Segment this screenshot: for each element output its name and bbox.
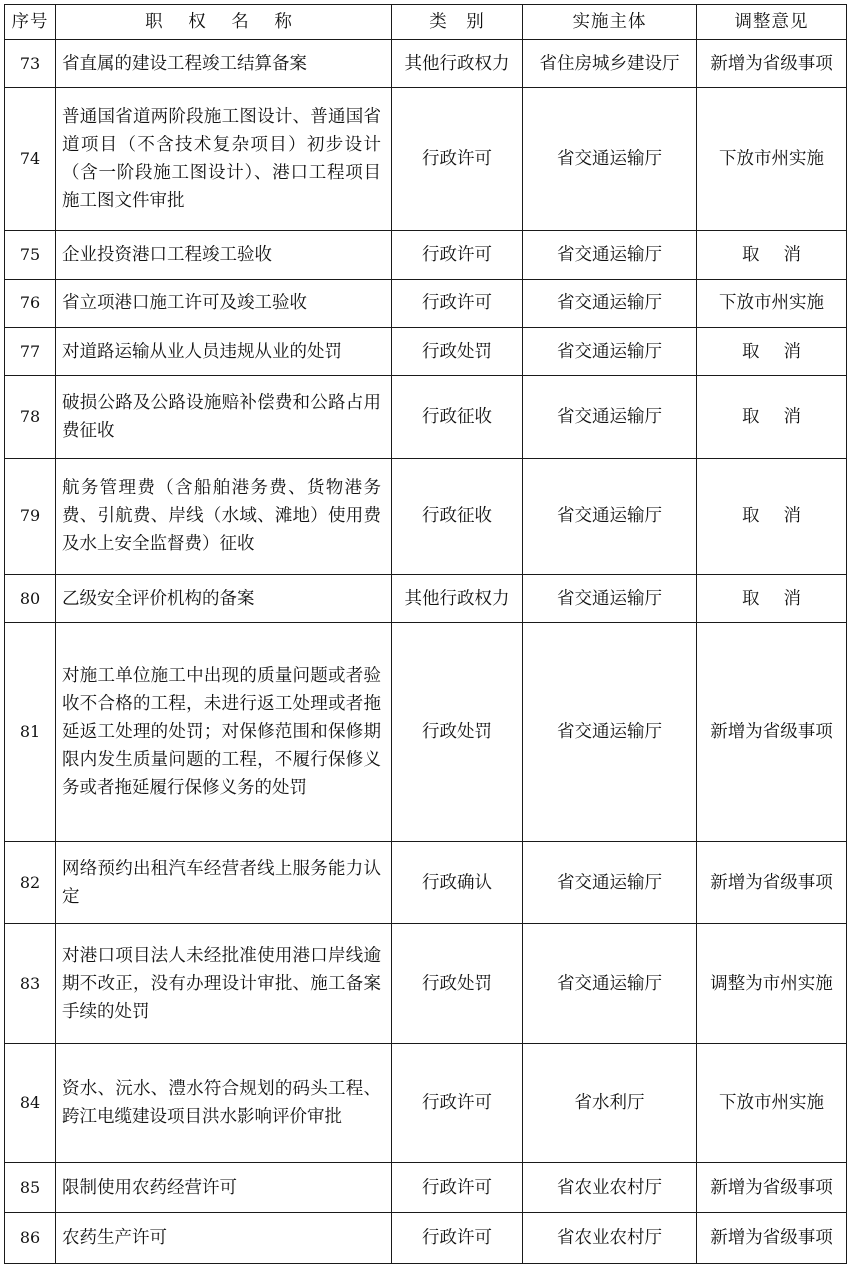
row-opinion: 新增为省级事项 [697, 1213, 847, 1264]
row-seq: 78 [5, 376, 56, 459]
table-row [5, 279, 847, 327]
row-opinion: 调整为市州实施 [697, 924, 847, 1044]
row-name: 省直属的建设工程竣工结算备案 [56, 40, 392, 88]
row-name: 企业投资港口工程竣工验收 [56, 231, 392, 279]
row-seq: 83 [5, 924, 56, 1044]
row-name: 农药生产许可 [56, 1213, 392, 1264]
row-category: 行政许可 [392, 279, 523, 327]
row-seq: 80 [5, 574, 56, 622]
row-opinion: 新增为省级事项 [697, 40, 847, 88]
header-category: 类 别 [392, 5, 523, 40]
row-name: 破损公路及公路设施赔补偿费和公路占用费征收 [56, 376, 392, 459]
row-seq: 79 [5, 459, 56, 575]
row-subject: 省交通运输厅 [523, 574, 697, 622]
row-name: 网络预约出租汽车经营者线上服务能力认定 [56, 841, 392, 924]
row-subject: 省交通运输厅 [523, 328, 697, 376]
row-name: 对道路运输从业人员违规从业的处罚 [56, 328, 392, 376]
row-name: 航务管理费（含船舶港务费、货物港务费、引航费、岸线（水域、滩地）使用费及水上安全监督费）征收 [56, 459, 392, 575]
row-category: 行政许可 [392, 88, 523, 231]
table-row [5, 1213, 847, 1264]
row-opinion: 新增为省级事项 [697, 1163, 847, 1213]
row-opinion: 取消 [697, 231, 847, 279]
table-row [5, 459, 847, 575]
row-opinion: 下放市州实施 [697, 279, 847, 327]
row-opinion: 下放市州实施 [697, 88, 847, 231]
table-row [5, 924, 847, 1044]
row-subject: 省农业农村厅 [523, 1213, 697, 1264]
table-row [5, 40, 847, 88]
table-row [5, 841, 847, 924]
row-name: 资水、沅水、澧水符合规划的码头工程、跨江电缆建设项目洪水影响评价审批 [56, 1044, 392, 1163]
row-opinion: 取消 [697, 574, 847, 622]
row-subject: 省水利厅 [523, 1044, 697, 1163]
row-name: 普通国省道两阶段施工图设计、普通国省道项目（不含技术复杂项目）初步设计（含一阶段施工图设计）、港口工程项目施工图文件审批 [56, 88, 392, 231]
row-opinion: 取消 [697, 459, 847, 575]
row-subject: 省交通运输厅 [523, 376, 697, 459]
row-name: 对施工单位施工中出现的质量问题或者验收不合格的工程，未进行返工处理或者拖延返工处理的处罚；对保修范围和保修期限内发生质量问题的工程，不履行保修义务或者拖延履行保修义务的处罚 [56, 623, 392, 842]
table-row [5, 1044, 847, 1163]
row-seq: 82 [5, 841, 56, 924]
table-row [5, 376, 847, 459]
row-subject: 省农业农村厅 [523, 1163, 697, 1213]
table-row [5, 623, 847, 842]
table-row [5, 231, 847, 279]
row-opinion: 取消 [697, 376, 847, 459]
row-category: 行政处罚 [392, 623, 523, 842]
row-seq: 75 [5, 231, 56, 279]
authority-adjustment-table [4, 4, 847, 1264]
row-subject: 省住房城乡建设厅 [523, 40, 697, 88]
row-seq: 81 [5, 623, 56, 842]
row-subject: 省交通运输厅 [523, 231, 697, 279]
row-opinion: 新增为省级事项 [697, 841, 847, 924]
row-subject: 省交通运输厅 [523, 279, 697, 327]
row-category: 行政处罚 [392, 328, 523, 376]
row-name: 乙级安全评价机构的备案 [56, 574, 392, 622]
row-category: 其他行政权力 [392, 40, 523, 88]
row-subject: 省交通运输厅 [523, 924, 697, 1044]
row-category: 其他行政权力 [392, 574, 523, 622]
row-seq: 76 [5, 279, 56, 327]
row-opinion: 取消 [697, 328, 847, 376]
row-category: 行政确认 [392, 841, 523, 924]
row-category: 行政处罚 [392, 924, 523, 1044]
row-category: 行政许可 [392, 1163, 523, 1213]
row-opinion: 下放市州实施 [697, 1044, 847, 1163]
row-subject: 省交通运输厅 [523, 623, 697, 842]
row-seq: 77 [5, 328, 56, 376]
table-row [5, 88, 847, 231]
table-row [5, 574, 847, 622]
row-category: 行政征收 [392, 459, 523, 575]
table-header-row [5, 5, 847, 40]
header-seq: 序号 [5, 5, 56, 40]
row-name: 省立项港口施工许可及竣工验收 [56, 279, 392, 327]
row-category: 行政许可 [392, 1213, 523, 1264]
row-subject: 省交通运输厅 [523, 459, 697, 575]
row-subject: 省交通运输厅 [523, 841, 697, 924]
row-seq: 86 [5, 1213, 56, 1264]
row-subject: 省交通运输厅 [523, 88, 697, 231]
row-seq: 73 [5, 40, 56, 88]
table-row [5, 328, 847, 376]
row-category: 行政许可 [392, 231, 523, 279]
row-category: 行政征收 [392, 376, 523, 459]
header-name: 职 权 名 称 [56, 5, 392, 40]
row-category: 行政许可 [392, 1044, 523, 1163]
table-row [5, 1163, 847, 1213]
row-opinion: 新增为省级事项 [697, 623, 847, 842]
row-name: 对港口项目法人未经批准使用港口岸线逾期不改正，没有办理设计审批、施工备案手续的处罚 [56, 924, 392, 1044]
row-seq: 84 [5, 1044, 56, 1163]
row-name: 限制使用农药经营许可 [56, 1163, 392, 1213]
header-subject: 实施主体 [523, 5, 697, 40]
header-opinion: 调整意见 [697, 5, 847, 40]
row-seq: 85 [5, 1163, 56, 1213]
row-seq: 74 [5, 88, 56, 231]
